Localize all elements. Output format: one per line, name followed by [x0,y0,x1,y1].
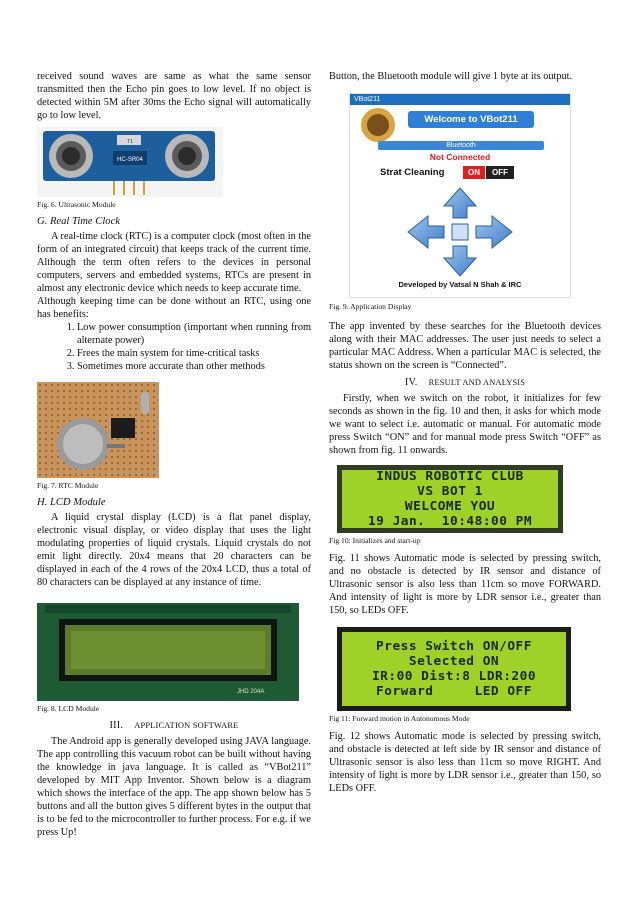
strat-cleaning-label: Strat Cleaning [380,167,445,178]
paragraph-result: Firstly, when we switch on the robot, it initializes for few seconds as shown in the fig. 10 and then, it asks for which mode we want to select i.e. automatic or manual. For automatic mode press Switch “ON” and for manual mode press Switch “OFF” as shown from fig. 11 onwards. [329,393,601,456]
left-column [37,70,311,839]
off-button[interactable]: OFF [486,166,514,179]
on-button[interactable]: ON [463,166,485,179]
connection-status: Not Connected [429,152,491,162]
stop-center-button[interactable] [452,224,468,240]
lcd-line: INDUS ROBOTIC CLUB [376,469,524,484]
paragraph-lcd: A liquid crystal display (LCD) is a flat panel display, electronic visual display, or video display that uses the light modulating properties of liquid crystals. Liquid crystals do not emit light directly. 20x4 means that 20 characters can be displayed in each of the 4 rows of the 20x4 LCD, thus a total of 80 characters can be displayed at any instance of time. [37,512,311,588]
ultrasonic-pin-label: T1 [127,139,133,145]
paragraph-rtc-benefits: Although keeping time can be done without an RTC, using one has benefits: [37,296,311,320]
lcd-line: WELCOME YOU [404,499,496,514]
developer-credit: Developed by Vatsal N Shah & IRC [398,280,522,289]
app-logo-icon [358,107,398,143]
section-4-title: RESULT AND ANALYSIS [428,378,526,387]
arrow-left-button[interactable] [408,216,444,248]
section-4-number: IV. [404,377,418,388]
section-3-heading [37,720,311,731]
ultrasonic-chip-label: HC-SR04 [117,157,143,163]
lcd-module-image [37,603,299,701]
lcd-line: IR:00 Dist:8 LDR:200 [371,669,537,684]
figure-11-caption: Fig 11: Forward motion in Autonomous Mode [329,714,470,723]
heading-lcd: H. LCD Module [37,497,106,508]
figure-6-caption: Fig. 6. Ultrasonic Module [37,200,116,209]
figure-8-caption: Fig. 8. LCD Module [37,704,100,713]
heading-rtc: G. Real Time Clock [37,216,120,227]
list-item: 3. Sometimes more accurate than other methods [77,360,311,373]
lcd-line: Selected ON [408,654,500,669]
figure-10-caption: Fig 10: Initializes and start-up [329,536,421,545]
paragraph-ultrasonic-cont: received sound waves are same as what the same sensor transmitted then the Echo pin goes to low level. If no object is detected within 5M after 30ms the Echo signal will automatically go to low level. [37,71,311,121]
figure-9-caption: Fig. 9. Application Display [329,302,412,311]
direction-pad [400,186,520,278]
arrow-right-button[interactable] [476,216,512,248]
right-column [329,70,601,795]
paragraph-fig12: Fig. 12 shows Automatic mode is selected by pressing switch, and obstacle is detected at left side by IR sensor and distance of Ultrasonic sensor is also less than 11cm so move RIGHT. And intensity of light is more by LDR sensor i.e., greater than 150, so LEDs OFF. [329,731,601,794]
list-rtc-benefits [37,321,311,373]
section-4-heading [329,377,601,388]
figure-ultrasonic [37,127,223,197]
paragraph-fig11: Fig. 11 shows Automatic mode is selected by pressing switch, and no obstacle is detected by IR sensor and distance of Ultrasonic sensor is also less than 11cm so move FORWARD. And intensity of light is more by LDR sensor i.e., greater than 150, so LEDs OFF. [329,553,601,616]
section-3-title: APPLICATION SOFTWARE [134,721,239,730]
paragraph-android-app: The Android app is generally developed using JAVA language. The app controlling this vacuum robot can be built without having the knowledge in java language. It is called as “VBot211” developed by MIT App Inventor. Shown below is a diagram which shows the interface of the app. The app shown below has 5 buttons and all the button gives 5 different bytes in the output that is to be fed to the microcontroller to further process. For e.g. if we press Up! [37,736,311,838]
lcd-screen-forward [342,632,566,706]
arrow-down-button[interactable] [444,246,476,276]
rtc-module-image [37,382,159,478]
figure-lcd [37,603,299,701]
app-welcome-banner: Welcome to VBot211 [408,111,534,128]
lcd-model-label: JHD 204A [237,689,265,695]
paragraph-rtc: A real-time clock (RTC) is a computer clock (most often in the form of an integrated circuit) that keeps track of the current time. Although the term often refers to the devices in personal computers, servers and embedded systems, RTCs are present in almost any electronic device which needs to keep accurate time. [37,231,311,294]
app-title-bar: VBot211 [350,94,570,105]
paragraph-bluetooth-cont: Button, the Bluetooth module will give 1 byte at its output. [329,71,573,82]
arrow-up-button[interactable] [444,188,476,218]
section-3-number: III. [109,720,124,731]
lcd-line: Press Switch ON/OFF [376,639,532,654]
ultrasonic-module-image [37,127,223,197]
figure-lcd-forward [337,627,571,711]
list-item: 2. Frees the main system for time-critical tasks [77,347,311,360]
lcd-screen-startup [342,470,558,528]
lcd-line: VS BOT 1 [417,484,483,499]
paragraph-app-search: The app invented by these searches for the Bluetooth devices along with their MAC addresses. The user just needs to select a particular MAC Address. When a particular MAC is selected, the status shown on the screen is “Connected”. [329,321,601,371]
figure-app-display [349,93,571,298]
figure-rtc [37,382,159,478]
lcd-line: 19 Jan. 10:48:00 PM [367,514,533,529]
lcd-line: Forward LED OFF [376,684,532,699]
bluetooth-button[interactable]: Bluetooth [378,141,544,150]
figure-7-caption: Fig. 7. RTC Module [37,481,99,490]
figure-lcd-startup [337,465,563,533]
list-item: 1. Low power consumption (important when running from alternate power) [77,321,311,347]
